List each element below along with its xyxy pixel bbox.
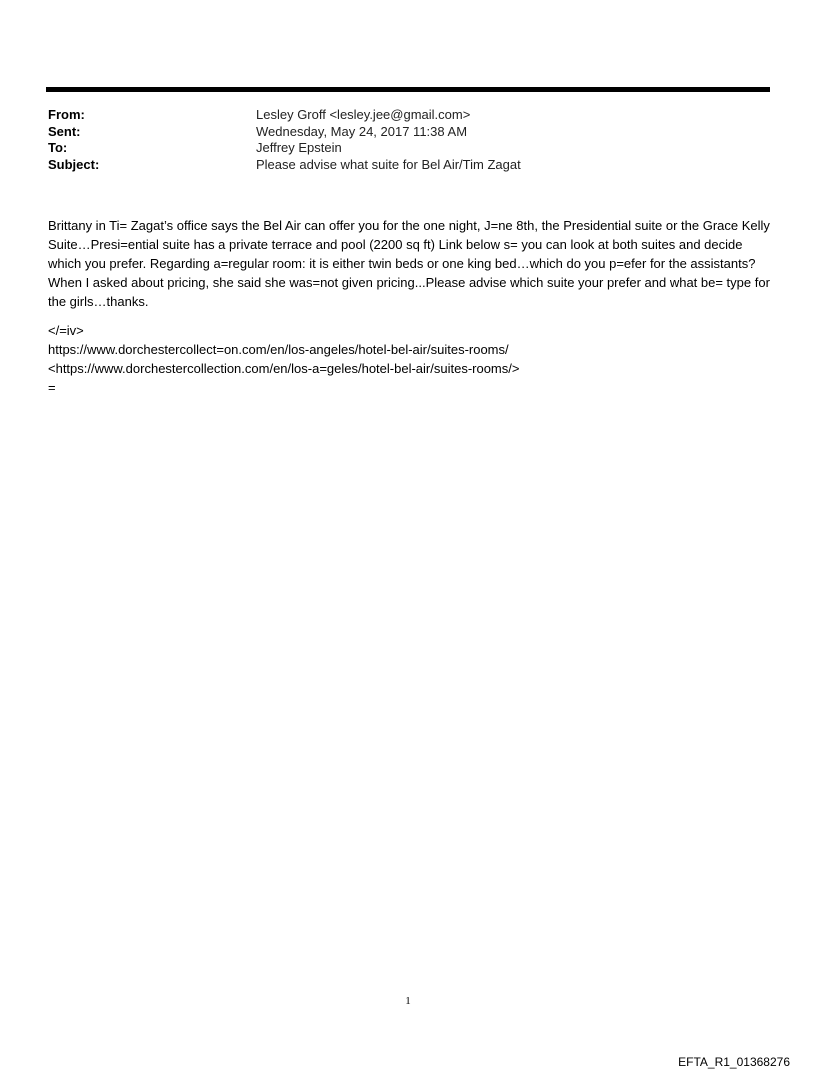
subject-row bbox=[48, 157, 768, 174]
document-id: EFTA_R1_01368276 bbox=[678, 1055, 790, 1069]
subject-value: Please advise what suite for Bel Air/Tim Zagat bbox=[256, 156, 521, 172]
to-row bbox=[48, 140, 768, 157]
page-number: 1 bbox=[405, 995, 411, 1007]
from-row bbox=[48, 107, 768, 124]
email-body bbox=[48, 216, 772, 311]
stray-div-tag: </=iv> bbox=[48, 323, 84, 338]
from-label: From: bbox=[48, 107, 85, 122]
trailing-equals: = bbox=[48, 380, 56, 395]
subject-label: Subject: bbox=[48, 156, 100, 172]
header-divider-rule bbox=[46, 87, 770, 92]
suites-link[interactable]: https://www.dorchestercollect=on.com/en/los-angeles/hotel-bel-air/suites-rooms/ bbox=[48, 342, 509, 357]
body-paragraph: Brittany in Ti= Zagat’s office says the Bel Air can offer you for the one night, J=ne 8th, the Presidential suite or the Grace Kelly Suite…Presi=ential suite has a private terrace and pool (2200 sq ft) Link below s= you can look at both suites and decide which you prefer. Regarding a=regular room: it is either twin beds or one king bed…which do you p=efer for the assistants? When I asked about pricing, she said she was=not given pricing...Please advise which suite your prefer and what be= type for the girls…thanks. bbox=[48, 218, 770, 309]
email-header-block bbox=[48, 107, 768, 173]
to-value: Jeffrey Epstein bbox=[256, 140, 342, 155]
from-value: Lesley Groff <lesley.jee@gmail.com> bbox=[256, 107, 471, 122]
sent-label: Sent: bbox=[48, 123, 81, 139]
suites-link-bracketed[interactable]: <https://www.dorchestercollection.com/en/los-a=geles/hotel-bel-air/suites-rooms/> bbox=[48, 361, 520, 376]
sent-row bbox=[48, 124, 768, 141]
to-label: To: bbox=[48, 140, 68, 155]
link-block bbox=[48, 321, 772, 397]
sent-value: Wednesday, May 24, 2017 11:38 AM bbox=[256, 123, 468, 139]
